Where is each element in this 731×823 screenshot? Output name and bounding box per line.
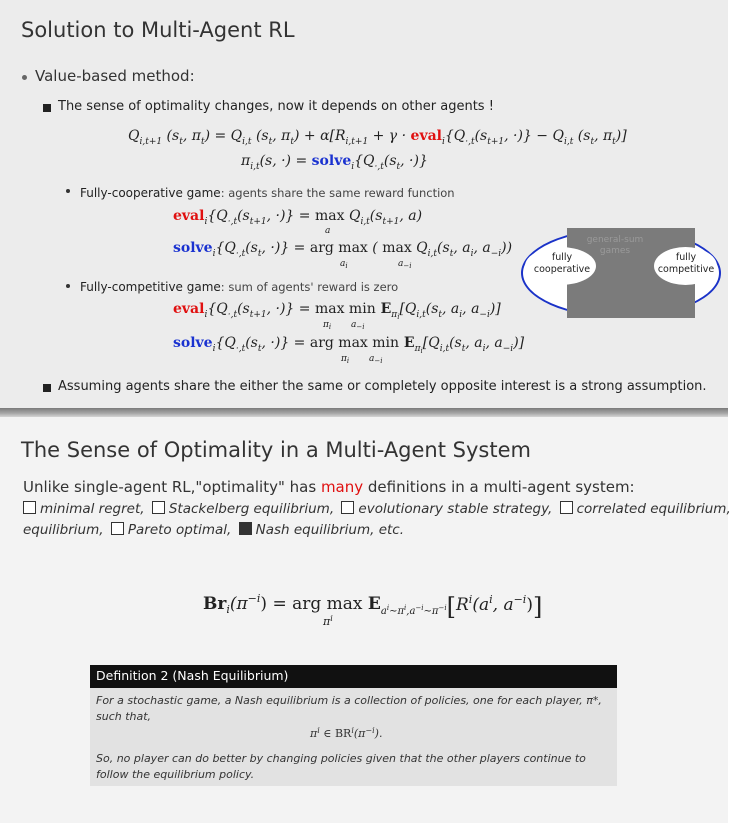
comp-solve-svg [173,330,525,365]
svg-text:πi: $\pi_i$ [341,354,350,365]
cooperative-label: fully cooperative [533,252,591,275]
option-label-continued: equilibrium, [23,522,104,538]
svg-text:a−i: $a_{-i}$ [398,259,412,270]
coop-label: Fully-cooperative game [80,186,221,200]
intro-line [23,478,635,496]
intro-post: definitions in a multi-agent system: [363,478,635,496]
svg-text:a: a [325,226,331,236]
assumption-text: Assuming agents share the either the same or completely opposite interest is a strong assumption. [58,379,707,394]
svg-text:a−i: $a_{-i}$ [369,354,383,365]
optimality-changes-text: The sense of optimality changes, now it depends on other agents ! [58,99,494,114]
option-label: Pareto optimal, [127,522,232,538]
coop-line [80,182,455,201]
intro-emphasis: many [320,478,364,496]
bullet-marker [22,75,27,80]
best-response-svg [203,585,543,631]
coop-solve-svg [173,235,513,270]
nash-equation [310,723,410,747]
option-label: evolutionary stable strategy, [358,501,553,517]
comp-desc: : sum of agents' reward is zero [220,280,399,294]
options-line-2 [23,522,404,538]
intro-pre: Unlike single-agent RL,"optimality" has [23,478,321,496]
small-bullet [66,189,70,193]
definition-title: Definition 2 (Nash Equilibrium) [96,668,289,683]
coop-eval-svg [173,203,433,235]
coop-solve-equation [173,235,513,273]
definition-line-1: For a stochastic game, a Nash equilibrium is a collection of policies, one for each player, π*, [96,694,602,707]
checkbox-icon [23,501,36,514]
option-label: Nash equilibrium, etc. [255,522,405,538]
svg-text:Qi,t+1 (st, πt) = Qi,t (st, πt: $Q_{i,t+1}$ ($s_t$, $\pi_t) = Q_{i,t}$ ($s_t$, $\pi_t) + \alpha[R_{i,t+1} + \gamma$ · $eval_i\{Q_{\cdot,t}(s_{t+1}$, ·)} − $Q_{i,t}$ ($s_t$, $\pi_t$)] [128,128,627,147]
slide2-title: The Sense of Optimality in a Multi-Agent System [21,438,531,462]
svg-text:ai: $a_i$ [340,259,348,270]
comp-eval-svg [173,296,501,331]
comp-label: Fully-competitive game [80,280,221,294]
svg-text:a−i: $a_{-i}$ [351,320,365,331]
slide1-title: Solution to Multi-Agent RL [21,18,295,42]
game-types-diagram [521,228,721,318]
bullet-value-based: Value-based method: [35,67,195,85]
policy-equation-svg [241,148,441,174]
slide-divider [0,408,728,417]
svg-text:πi: $\pi^i$ [323,614,333,628]
svg-text:solvei{Q·,t(st, ·)} = arg max: $solve_i\{Q_{\cdot,t}(s_t$, ·)} = arg $\max \min E_\pi i[Q_{i,t}(s_t$, $a_i$, $a_{-i}$)] [173,335,525,355]
checkbox-icon [111,522,124,535]
coop-eval-equation [173,203,433,239]
option-label: minimal regret, [40,501,145,517]
coop-desc: : agents share the same reward function [220,186,455,200]
definition-line-2: such that, [96,710,152,723]
svg-text:πi,t(s, ·) = solvei{Q·,t(st, ·: $\pi_{i,t}(s$, ·) = $solve_i\{Q_{\cdot,t}(s_t$, ·)} [241,153,428,172]
checked-checkbox-icon [239,522,252,535]
q-update-equation-svg [128,123,627,149]
svg-text:evali{Q·,t(st+1, ·)} = max Qi,: $eval_i\{Q_{\cdot,t}(s_{t+1}$, ·)} = $\max Q_{i,t}(s_{t+1}$, a) [173,208,423,227]
option-label: Stackelberg equilibrium, [168,501,335,517]
checkbox-icon [152,501,165,514]
options-line-1 [23,501,731,517]
definition-line-3: So, no player can do better by changing policies given that the other players continue to [96,752,586,765]
comp-line [80,276,398,295]
definition-header [90,665,617,688]
square-bullet [43,104,51,112]
svg-text:πi ∈ BRi(π−i).: $\pi^i$ ∈ $BR^i(\pi^{-i})$. [310,726,383,740]
svg-text:solvei{Q·,t(st, ·)} = arg max: $solve_i\{Q_{\cdot,t}(s_t$, ·)} = arg max ( $\max Q_{i,t}(s_t$, $a_i$, $a_{-i}$)) [173,240,513,259]
square-bullet [43,384,51,392]
policy-equation [241,148,441,178]
checkbox-icon [560,501,573,514]
small-bullet [66,284,70,288]
checkbox-icon [341,501,354,514]
svg-text:evali{Q·,t(st+1, ·)} = max min: $eval_i\{Q_{\cdot,t}(s_{t+1}$, ·)} = $\max \min E_\pi i[Q_{i,t}(s_t$, $a_i$, $a_{-i}$)] [173,301,501,321]
definition-line-4: follow the equilibrium policy. [96,768,255,781]
svg-text:πi: $\pi_i$ [323,320,332,331]
competitive-label: fully competitive [657,252,715,275]
best-response-equation [203,585,543,635]
svg-text:Bri(π−i) = arg max Eai∼πi,a−i∼: $Br_i(\pi^{-i})$ = arg $\max E_a^i_{\sim\pi}^i_{,a}^{-i}_{\sim\pi}^{-i}[R^i(a^i$, $a^{-i}$)] [203,592,543,621]
comp-solve-equation [173,330,525,368]
nash-equation-svg [310,723,410,743]
general-sum-label: general-sum games [586,235,644,256]
comp-eval-equation [173,296,501,334]
option-label: correlated equilibrium, [576,501,731,517]
